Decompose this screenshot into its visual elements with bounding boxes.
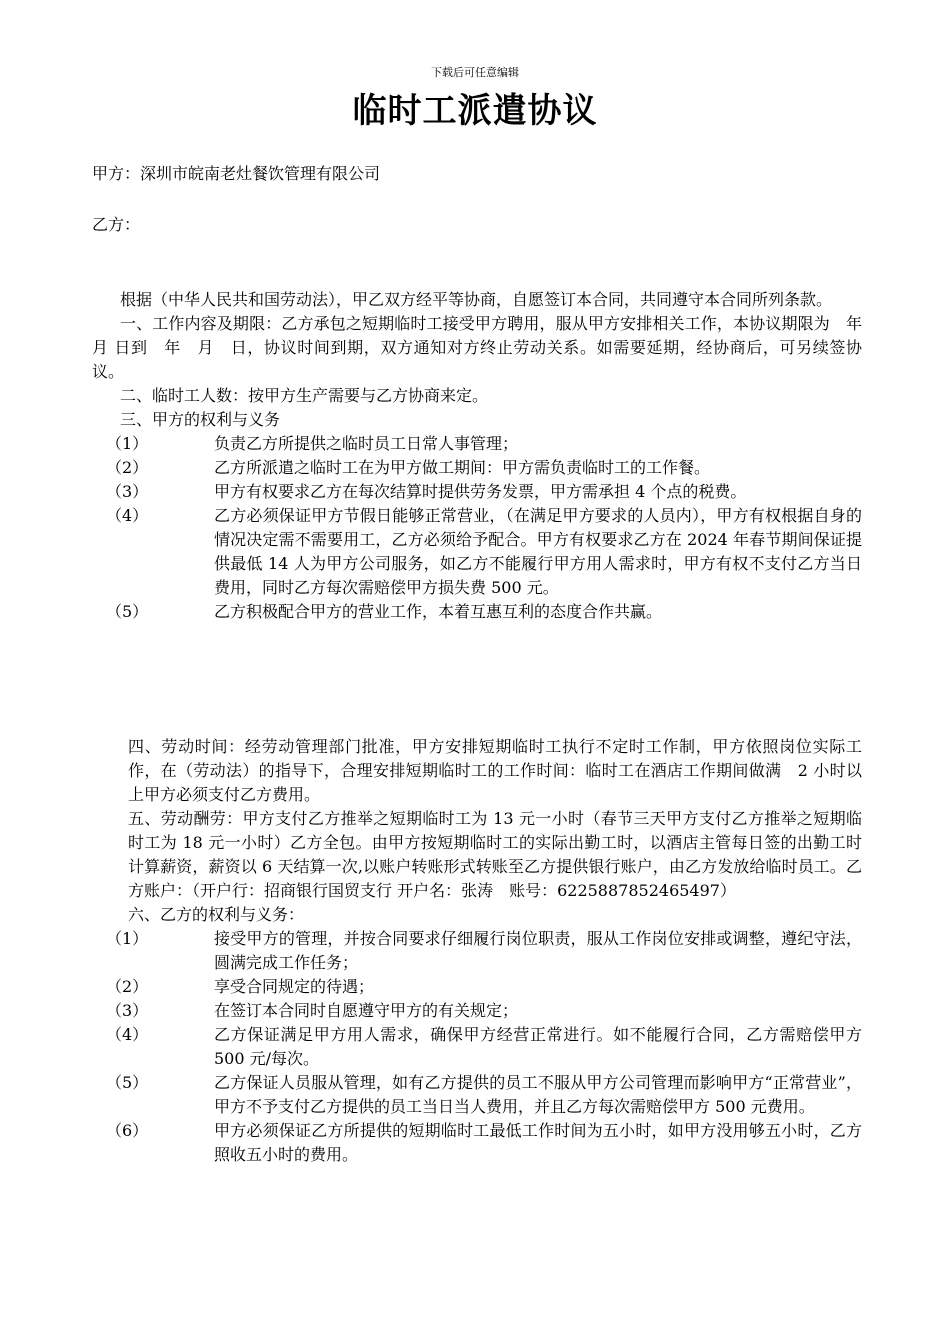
clause-1: 一、工作内容及期限：乙方承包之短期临时工接受甲方聘用，服从甲方安排相关工作，本协议期限为 年 月 日到 年 月 日，协议时间到期，双方通知对方终止劳动关系。如需要延期，经协商后，可另续签协议。 — [92, 314, 879, 381]
list-item — [92, 456, 862, 480]
list-item — [92, 600, 862, 624]
item-text: 乙方保证人员服从管理，如有乙方提供的员工不服从甲方公司管理而影响甲方“正常营业”，甲方不予支付乙方提供的员工当日当人费用，并且乙方每次需赔偿甲方 500 元费用。 — [214, 1073, 862, 1116]
item-number: （6） — [106, 1121, 149, 1140]
item-number: （1） — [106, 434, 149, 453]
item-text: 在签订本合同时自愿遵守甲方的有关规定； — [214, 1001, 519, 1020]
party-b: 乙方： — [92, 215, 141, 234]
item-number: （2） — [106, 458, 149, 477]
item-number: （2） — [106, 977, 149, 996]
agreement-body-part1 — [92, 288, 879, 624]
party-a: 甲方：深圳市皖南老灶餐饮管理有限公司 — [92, 164, 381, 183]
item-number: （5） — [106, 1073, 149, 1092]
list-item — [92, 1023, 862, 1071]
item-text: 负责乙方所提供之临时员工日常人事管理； — [214, 434, 519, 453]
clause-6-list — [92, 927, 862, 1167]
list-item — [92, 927, 862, 975]
item-text: 乙方所派遣之临时工在为甲方做工期间：甲方需负责临时工的工作餐。 — [214, 458, 711, 477]
item-text: 乙方积极配合甲方的营业工作，本着互惠互利的态度合作共赢。 — [214, 602, 663, 621]
list-item — [92, 504, 862, 600]
item-number: （3） — [106, 1001, 149, 1020]
clause-6-title: 六、乙方的权利与义务： — [128, 905, 305, 924]
item-number: （3） — [106, 482, 149, 501]
list-item — [92, 999, 862, 1023]
header-note: 下载后可任意编辑 — [431, 66, 519, 79]
item-text: 接受甲方的管理，并按合同要求仔细履行岗位职责，服从工作岗位安排或调整，遵纪守法，圆满完成工作任务； — [214, 929, 862, 972]
list-item — [92, 975, 862, 999]
item-number: （5） — [106, 602, 149, 621]
clause-3-title: 三、甲方的权利与义务 — [120, 410, 281, 429]
item-number: （1） — [106, 929, 149, 948]
document-title: 临时工派遣协议 — [352, 91, 598, 131]
item-text: 享受合同规定的待遇； — [214, 977, 375, 996]
item-text: 甲方必须保证乙方所提供的短期临时工最低工作时间为五小时，如甲方没用够五小时，乙方照收五小时的费用。 — [214, 1121, 862, 1164]
list-item — [92, 1119, 862, 1167]
item-number: （4） — [106, 506, 149, 525]
item-text: 乙方必须保证甲方节假日能够正常营业，（在满足甲方要求的人员内），甲方有权根据自身的情况决定需不需要用工，乙方必须给予配合。甲方有权要求乙方在 2024 年春节期间保证提供最低 14 人为甲方公司服务，如乙方不能履行甲方用人需求时，甲方有权不支付乙方当日费用，同时乙方每次需赔偿甲方损失费 500 元。 — [214, 506, 862, 597]
list-item — [92, 1071, 862, 1119]
list-item — [92, 432, 862, 456]
list-item — [92, 480, 862, 504]
clause-4: 四、劳动时间：经劳动管理部门批准，甲方安排短期临时工执行不定时工作制，甲方依照岗位实际工作，在（劳动法）的指导下，合理安排短期临时工的工作时间：临时工在酒店工作期间做满 2 小时以上甲方必须支付乙方费用。 — [128, 737, 862, 804]
intro-paragraph: 根据（中华人民共和国劳动法），甲乙双方经平等协商，自愿签订本合同，共同遵守本合同所列条款。 — [120, 290, 833, 309]
agreement-body-part2 — [92, 735, 862, 1167]
clause-3-list — [92, 432, 862, 624]
item-number: （4） — [106, 1025, 149, 1044]
clause-5: 五、劳动酬劳：甲方支付乙方推举之短期临时工为 13 元一小时（春节三天甲方支付乙方推举之短期临时工为 18 元一小时）乙方全包。由甲方按短期临时工的实际出勤工时，以酒店主管每日签的出勤工时计算薪资，薪资以 6 天结算一次,以账户转账形式转账至乙方提供银行账户，由乙方发放给临时员工。乙方账户：（开户行：招商银行国贸支行 开户名：张涛 账号：6225887852465497） — [128, 809, 862, 900]
clause-2: 二、临时工人数：按甲方生产需要与乙方协商来定。 — [120, 386, 489, 405]
item-text: 甲方有权要求乙方在每次结算时提供劳务发票，甲方需承担 4 个点的税费。 — [214, 482, 747, 501]
item-text: 乙方保证满足甲方用人需求，确保甲方经营正常进行。如不能履行合同，乙方需赔偿甲方 500 元/每次。 — [214, 1025, 862, 1068]
